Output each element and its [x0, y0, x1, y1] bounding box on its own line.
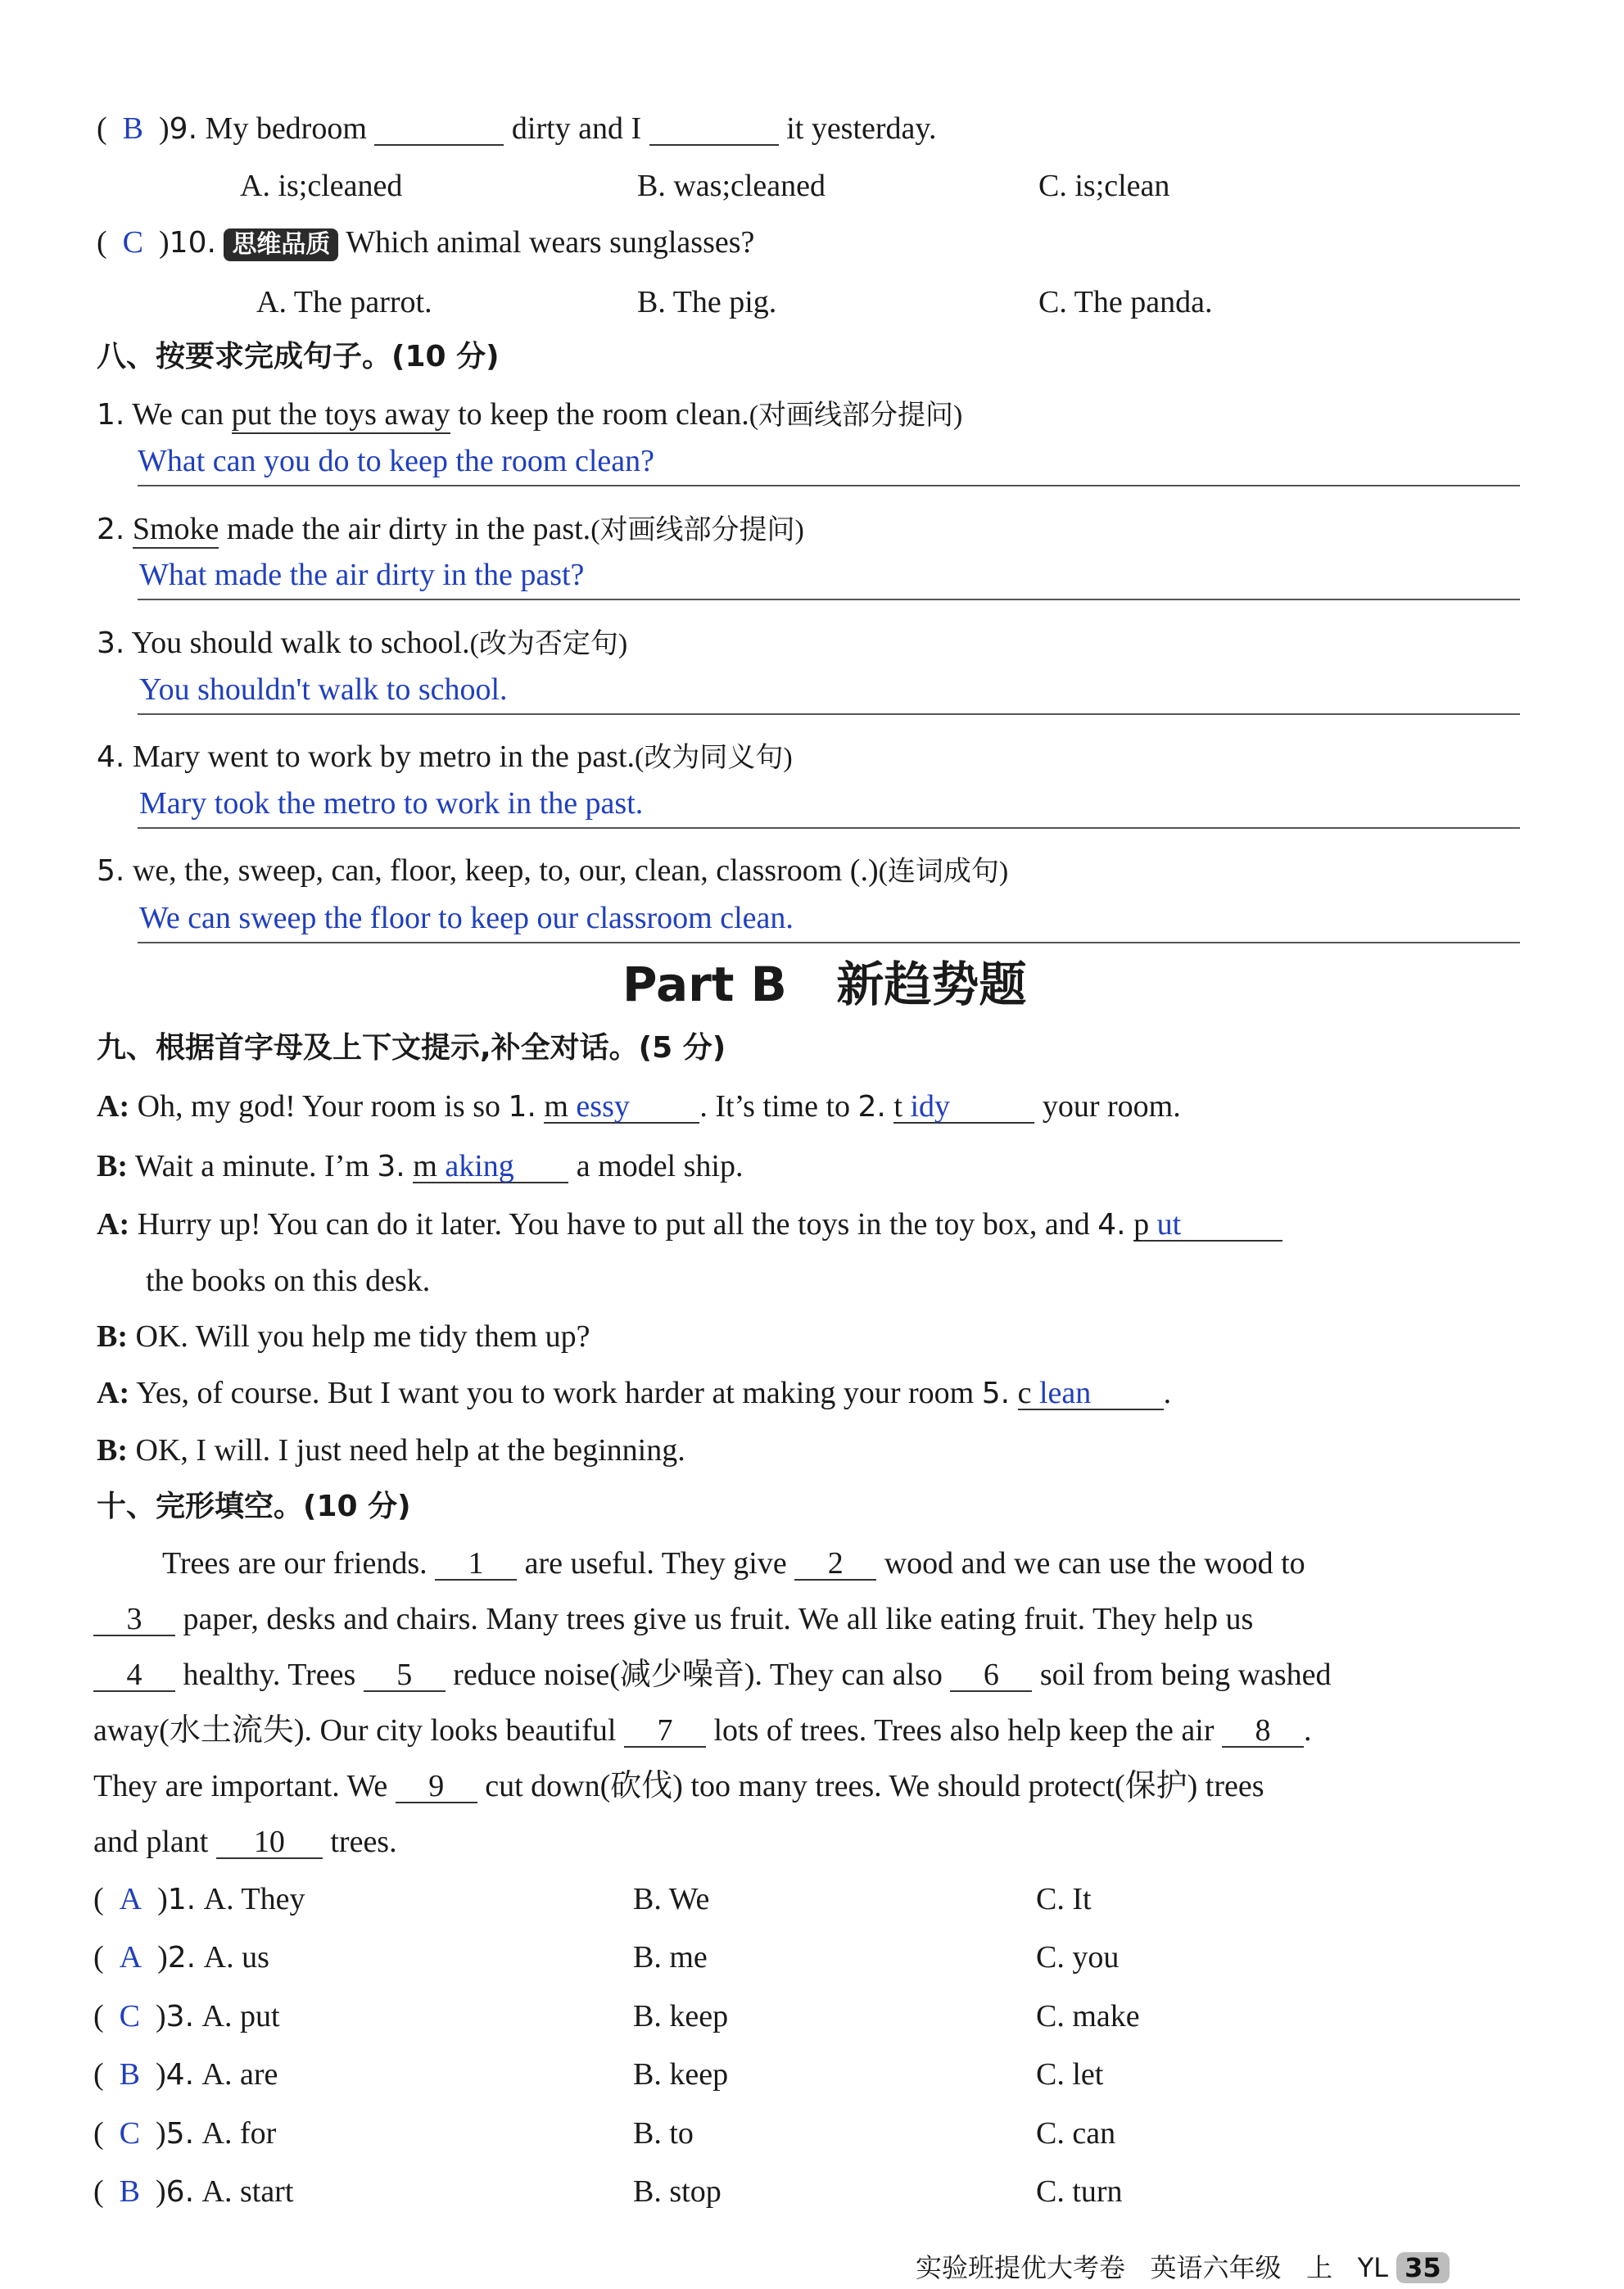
term: 上 — [1306, 2252, 1333, 2283]
answer: C — [122, 225, 144, 260]
page-footer — [916, 2252, 1450, 2283]
dialogue-line: A: Yes, of course. But I want you to work harder at making your room 5. c lean . — [97, 1376, 1172, 1410]
answer-line-5: We can sweep the floor to keep our classroom clean. — [139, 901, 794, 935]
cloze-choice-1: ( A )1. A. They — [93, 1882, 305, 1916]
option-c: C. It — [1036, 1882, 1092, 1916]
option-b: B. We — [633, 1882, 710, 1916]
option-c: C. can — [1036, 2116, 1116, 2151]
cloze-choice-4: ( B )4. A. are — [93, 2057, 278, 2092]
dialogue-line: B: Wait a minute. I’m 3. m aking a model ship. — [97, 1149, 744, 1183]
passage-line: Trees are our friends. 1 are useful. They give 2 wood and we can use the wood to — [162, 1546, 1305, 1581]
thinking-quality-badge: 思维品质 — [224, 228, 338, 261]
answer-rule — [138, 713, 1520, 715]
section-9-title: 九、根据首字母及上下文提示,补全对话。(5 分) — [97, 1031, 726, 1065]
dialogue-line: B: OK. Will you help me tidy them up? — [97, 1319, 590, 1354]
option-a: A. The parrot. — [256, 285, 432, 319]
answer-rule — [138, 827, 1520, 829]
passage-line: 3 paper, desks and chairs. Many trees give us fruit. We all like eating fruit. They help us — [93, 1604, 1253, 1636]
answer-rule — [138, 599, 1520, 600]
option-b: B. me — [633, 1940, 708, 1975]
blank — [374, 113, 504, 146]
option-c: C. turn — [1036, 2174, 1123, 2209]
answer-line-2: What made the air dirty in the past? — [139, 558, 585, 592]
mc-question-9: ( B )9. My bedroom dirty and I it yesterday. — [97, 111, 937, 146]
option-b: B. to — [633, 2116, 694, 2151]
section-10-title: 十、完形填空。(10 分) — [97, 1490, 411, 1523]
fill-blank-3: m aking — [413, 1151, 568, 1183]
sentence-item-1: 1. We can put the toys away to keep the room clean.(对画线部分提问) — [97, 399, 962, 430]
cloze-choice-6: ( B )6. A. start — [93, 2174, 294, 2209]
option-c: C. is;clean — [1038, 169, 1170, 203]
passage-line: 4 healthy. Trees 5 reduce noise(减少噪音). They can also 6 soil from being washed — [93, 1659, 1332, 1692]
answer-rule — [138, 942, 1520, 943]
cloze-choice-5: ( C )5. A. for — [93, 2116, 277, 2151]
option-c: C. make — [1036, 1999, 1140, 2033]
fill-blank-1: m essy — [544, 1091, 699, 1124]
sentence-item-2: 2. Smoke made the air dirty in the past.(对画线部分提问) — [97, 513, 804, 545]
fill-blank-5: c lean — [1018, 1377, 1164, 1410]
answer-rule — [138, 485, 1520, 486]
option-c: C. you — [1036, 1940, 1120, 1975]
option-c: C. let — [1036, 2057, 1104, 2092]
option-b: B. stop — [633, 2174, 722, 2209]
option-a: A. is;cleaned — [240, 169, 403, 203]
part-b-title: Part B 新趋势题 — [622, 957, 1027, 1012]
option-c: C. The panda. — [1038, 285, 1213, 319]
dialogue-line: A: Oh, my god! Your room is so 1. m essy . It’s time to 2. t idy your room. — [97, 1089, 1181, 1124]
option-b: B. was;cleaned — [637, 169, 826, 203]
option-b: B. keep — [633, 1999, 729, 2033]
answer-line-1: What can you do to keep the room clean? — [138, 444, 654, 478]
fill-blank-4: p ut — [1133, 1209, 1282, 1242]
book-title: 实验班提优大考卷 — [916, 2252, 1126, 2283]
dialogue-line: B: OK, I will. I just need help at the beginning. — [97, 1433, 685, 1468]
mc-question-10: ( C )10. 思维品质 Which animal wears sunglasses? — [97, 227, 754, 261]
sentence-item-5: 5. we, the, sweep, can, floor, keep, to, our, clean, classroom (.)(连词成句) — [97, 853, 1009, 888]
passage-line: They are important. We 9 cut down(砍伐) too many trees. We should protect(保护) trees — [93, 1769, 1264, 1803]
option-b: B. The pig. — [637, 285, 777, 319]
cloze-choice-2: ( A )2. A. us — [93, 1940, 269, 1975]
edition: YL — [1357, 2252, 1388, 2283]
page-number: 35 — [1396, 2252, 1450, 2283]
answer-line-4: Mary took the metro to work in the past. — [139, 786, 644, 821]
section-8-title: 八、按要求完成句子。(10 分) — [97, 340, 500, 373]
answer-line-3: You shouldn't walk to school. — [139, 672, 508, 707]
sentence-item-3: 3. You should walk to school.(改为否定句) — [97, 626, 628, 660]
answer: B — [122, 111, 144, 146]
dialogue-line: A: Hurry up! You can do it later. You have to put all the toys in the toy box, and 4. p ut — [97, 1209, 1282, 1242]
cloze-choice-3: ( C )3. A. put — [93, 1999, 280, 2033]
blank — [649, 113, 779, 146]
fill-blank-2: t idy — [893, 1091, 1034, 1124]
passage-line: and plant 10 trees. — [93, 1825, 397, 1859]
dialogue-line-cont: the books on this desk. — [146, 1264, 431, 1298]
sentence-item-4: 4. Mary went to work by metro in the past.(改为同义句) — [97, 740, 793, 774]
subject: 英语六年级 — [1150, 2252, 1282, 2283]
option-b: B. keep — [633, 2057, 729, 2092]
passage-line: away(水土流失). Our city looks beautiful 7 lots of trees. Trees also help keep the air 8 . — [93, 1713, 1312, 1748]
